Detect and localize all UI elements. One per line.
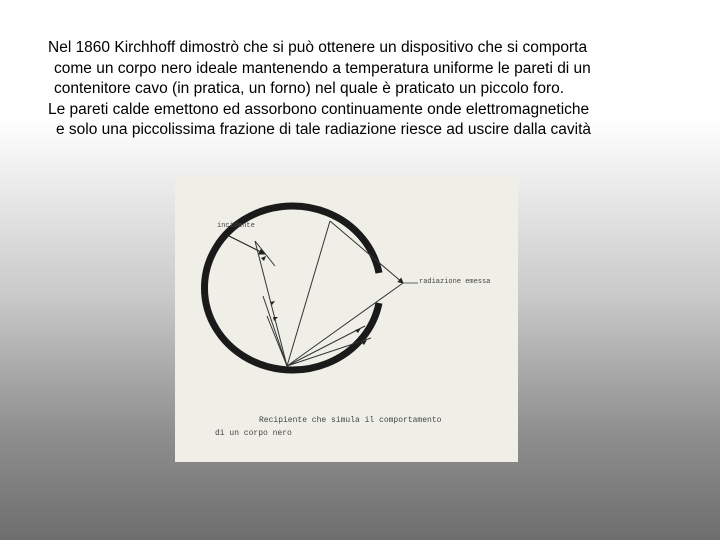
paragraph-line: contenitore cavo (in pratica, un forno) nel quale è praticato un piccolo foro. xyxy=(54,80,565,97)
figure-caption-line2: di un corpo nero xyxy=(215,429,292,438)
emitted-radiation-label: radiazione emessa xyxy=(419,278,491,286)
paragraph-line: Le pareti calde emettono ed assorbono continuamente onde elettromagnetiche xyxy=(48,100,590,118)
paragraph-line: Nel 1860 Kirchhoff dimostrò che si può ottenere un dispositivo che si comporta xyxy=(48,39,588,56)
incident-label: incidente xyxy=(217,222,255,230)
cavity-wall xyxy=(204,206,379,370)
paragraph-line: e solo una piccolissima frazione di tale radiazione riesce ad uscire dalla cavità xyxy=(56,121,592,138)
cavity-figure xyxy=(175,176,518,462)
incident-ray xyxy=(225,234,265,254)
reflected-rays xyxy=(255,221,403,366)
intro-paragraph xyxy=(48,38,698,141)
paragraph-line: come un corpo nero ideale mantenendo a temperatura uniforme le pareti di un xyxy=(54,59,591,77)
figure-caption-line1: Recipiente che simula il comportamento xyxy=(259,416,442,425)
